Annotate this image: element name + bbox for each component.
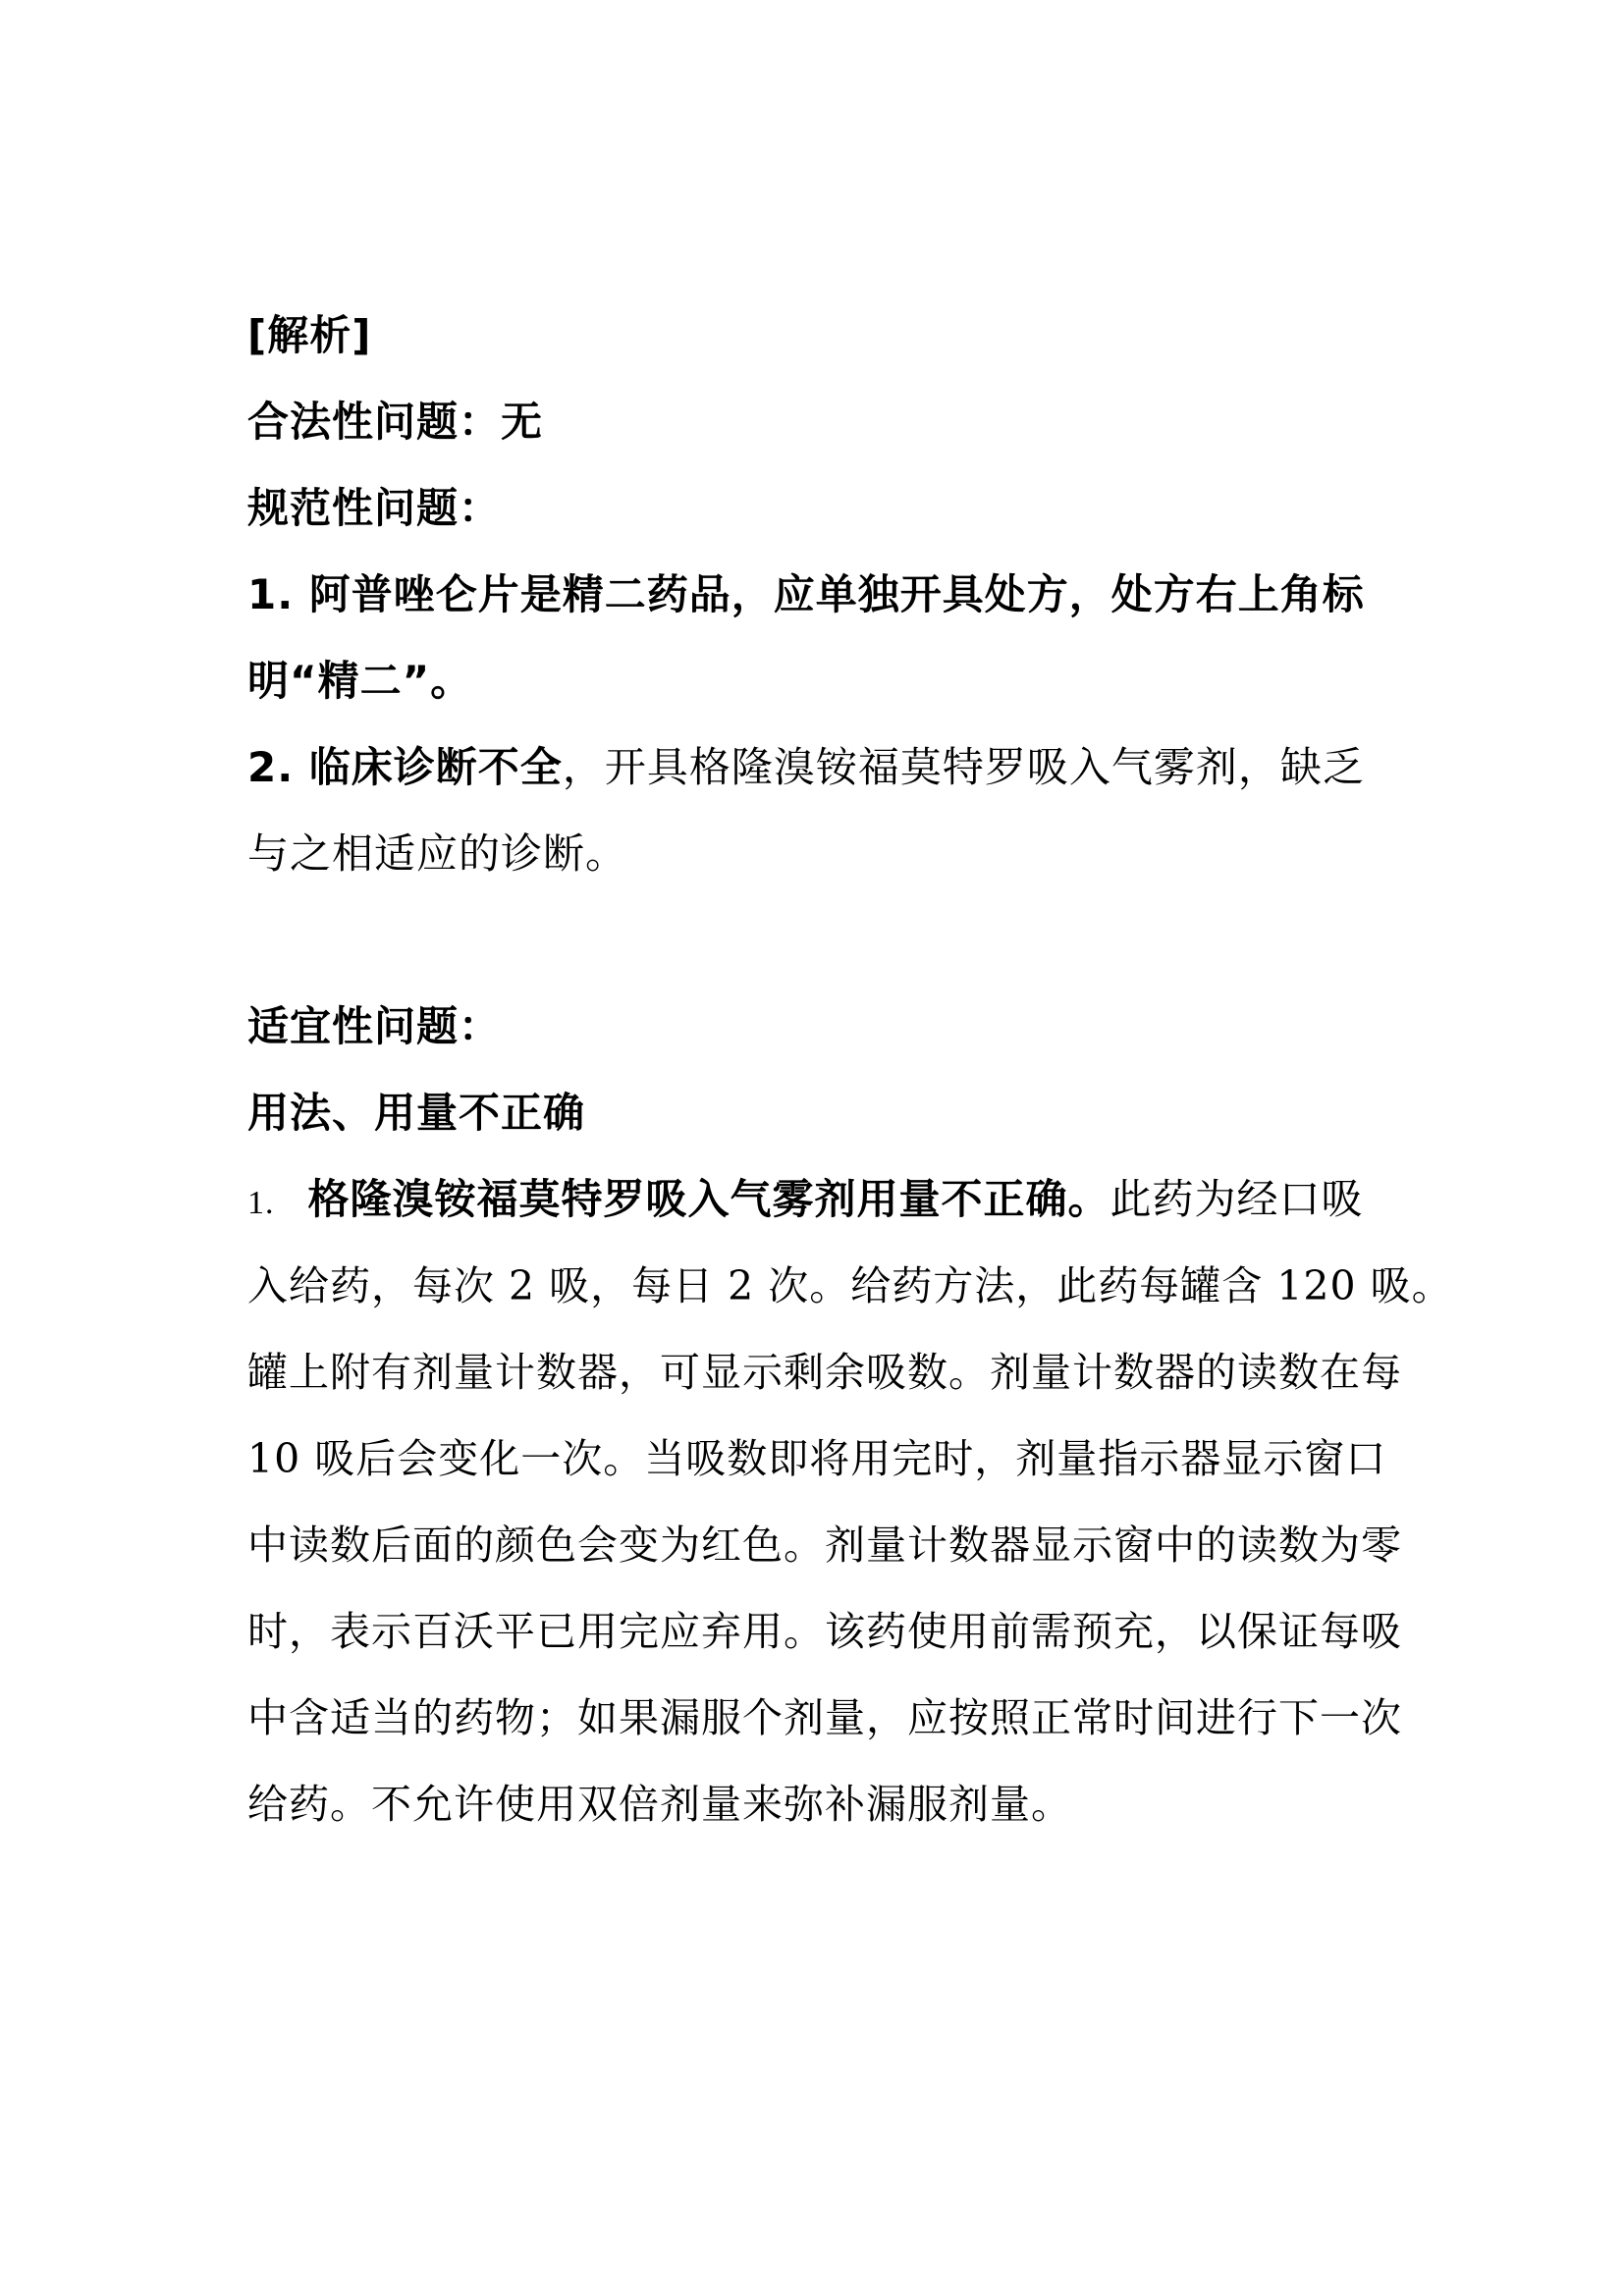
suitability-item-1-line-2: 入给药，每次 2 吸，每日 2 次。给药方法，此药每罐含 120 吸。	[247, 1262, 1453, 1309]
normative-item-2-line-2: 与之相适应的诊断。	[247, 829, 628, 878]
suitability-item-1-line-5: 中读数后面的颜色会变为红色。剂量计数器显示窗中的读数为零	[247, 1522, 1402, 1569]
normative-item-1-line-2: 明“精二”。	[247, 657, 473, 705]
suitability-item-1-bold: 格隆溴铵福莫特罗吸入气雾剂用量不正确。	[307, 1175, 1110, 1223]
suitability-item-1-line-4: 10 吸后会变化一次。当吸数即将用完时，剂量指示器显示窗口	[247, 1435, 1387, 1482]
legality-line: 合法性问题：无	[247, 398, 544, 446]
analysis-heading: [解析]	[247, 311, 372, 359]
suitability-subtitle: 用法、用量不正确	[247, 1089, 586, 1137]
normative-item-2-bold: 2. 临床诊断不全	[247, 743, 563, 791]
blank-line	[247, 897, 1390, 984]
suitability-item-1-rest: 此药为经口吸	[1110, 1175, 1364, 1223]
suitability-item-1-line-8: 给药。不允许使用双倍剂量来弥补漏服剂量。	[247, 1781, 1072, 1828]
normative-title: 规范性问题：	[247, 484, 502, 532]
suitability-item-1-number: 1.	[247, 1185, 275, 1221]
suitability-item-1-line-1	[247, 1156, 1390, 1243]
normative-item-2-rest: ，开具格隆溴铵福莫特罗吸入气雾剂，缺乏	[562, 743, 1365, 791]
suitability-item-1-line-3: 罐上附有剂量计数器，可显示剩余吸数。剂量计数器的读数在每	[247, 1349, 1402, 1396]
normative-item-1-line-1: 1. 阿普唑仑片是精二药品，应单独开具处方，处方右上角标	[247, 570, 1365, 618]
normative-item-2-line-1	[247, 724, 1390, 811]
document-page	[247, 293, 1453, 1847]
suitability-item-1-line-7: 中含适当的药物；如果漏服个剂量，应按照正常时间进行下一次	[247, 1694, 1402, 1741]
suitability-item-1-line-6: 时，表示百沃平已用完应弃用。该药使用前需预充，以保证每吸	[247, 1608, 1402, 1655]
suitability-title: 适宜性问题：	[247, 1002, 502, 1050]
